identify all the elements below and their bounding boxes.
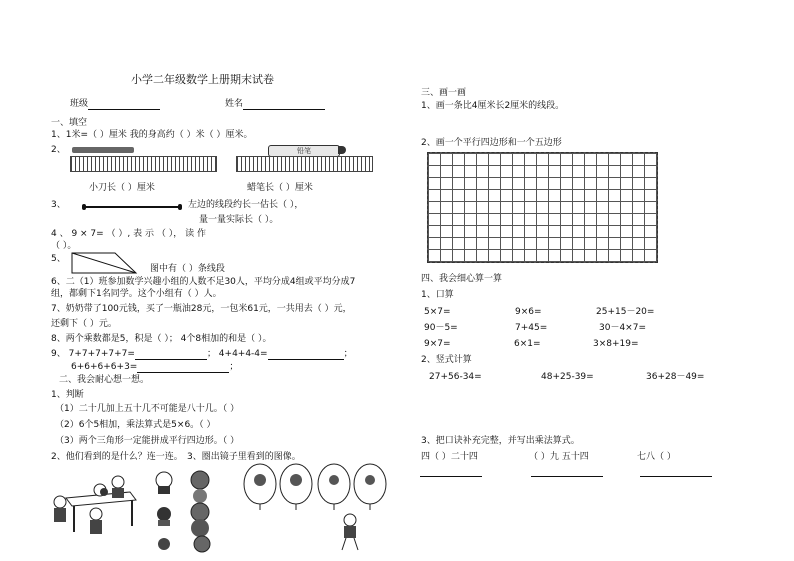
calc-item: 9×6= bbox=[515, 307, 542, 317]
calc-item: 9×7= bbox=[424, 339, 451, 349]
rhyme-heading: 3、把口诀补充完整，并写出乘法算式。 bbox=[421, 436, 580, 446]
class-field[interactable] bbox=[70, 99, 160, 110]
class-label: 班级 bbox=[70, 99, 89, 109]
question-6b: 组，都剩下1名同学。这个小组有（ ）人。 bbox=[51, 289, 222, 299]
calc-item: 25+15－20= bbox=[596, 307, 655, 317]
question-6a: 6、二（1）班参加数学兴趣小组的人数不足30人，平均分成4组或平均分成7 bbox=[51, 277, 356, 287]
problem-2: 2、他们看到的是什么？连一连。 bbox=[51, 452, 183, 462]
vertical-calc-item: 36+28－49= bbox=[646, 372, 705, 382]
calc-item: 5×7= bbox=[424, 307, 451, 317]
vertical-calc-heading: 2、竖式计算 bbox=[421, 355, 472, 365]
question-9-line-1: 9、 7+7+7+7+7= ； 4+4+4-4= ； bbox=[51, 349, 353, 359]
judge-3: （3）两个三角形一定能拼成平行四边形。（ ） bbox=[55, 436, 240, 446]
section-4-heading: 四、我会细心算一算 bbox=[421, 274, 503, 284]
mental-calc-heading: 1、口算 bbox=[421, 290, 454, 300]
calc-item: 3×8+19= bbox=[593, 339, 639, 349]
question-4b: （ ）。 bbox=[51, 241, 77, 251]
rhyme-item: 七八（ ） bbox=[637, 452, 676, 462]
section-1-heading: 一、填空 bbox=[51, 118, 88, 128]
pencil-word: 铅笔 bbox=[268, 145, 340, 157]
question-2b: 蜡笔长（ ）厘米 bbox=[247, 183, 313, 193]
rhyme-item: 四（ ）二十四 bbox=[421, 452, 478, 462]
question-9-line-2: 6+6+6+6+3= ； bbox=[71, 362, 239, 372]
question-3a: 左边的线段约长一估长（ ）， bbox=[188, 200, 304, 210]
judge-1: （1）二十几加上五十几不可能是八十几。（ ） bbox=[55, 404, 240, 414]
mirror-illustration bbox=[240, 462, 390, 554]
question-3b: 量一量实际长（ ）。 bbox=[199, 215, 279, 225]
calc-item: 6×1= bbox=[514, 339, 541, 349]
kids-table-illustration bbox=[48, 470, 138, 540]
question-2-number: 2、 bbox=[51, 145, 66, 155]
draw-2: 2、画一个平行四边形和一个五边形 bbox=[421, 138, 562, 148]
answer-line[interactable] bbox=[640, 476, 712, 477]
page-title: 小学二年级数学上册期末试卷 bbox=[131, 73, 274, 86]
question-7b: 还剩下（ ）元。 bbox=[51, 319, 117, 329]
section-3-heading: 三、画一画 bbox=[421, 88, 467, 98]
triangle-figure bbox=[70, 251, 140, 275]
calc-item: 30－4×7= bbox=[599, 323, 646, 333]
section-2-heading: 二、我会耐心想一想。 bbox=[59, 375, 150, 385]
question-4a: 4 、 9 × 7= （ ）, 表 示 （ ）， 读 作 bbox=[51, 229, 206, 239]
problem-3: 3、圈出镜子里看到的图像。 bbox=[187, 452, 301, 462]
answer-line[interactable] bbox=[420, 476, 482, 477]
line-segment bbox=[83, 206, 181, 208]
draw-1: 1、画一条比4厘米长2厘米的线段。 bbox=[421, 101, 565, 111]
question-8: 8、两个乘数都是5，积是（ ）； 4个8相加的和是（ ）。 bbox=[51, 334, 272, 344]
judge-heading: 1、判断 bbox=[51, 390, 84, 400]
judge-2: （2）6个5相加，乘法算式是5×6。（ ） bbox=[55, 420, 216, 430]
question-1: 1、1米=（ ）厘米 我的身高约（ ）米（ ）厘米。 bbox=[51, 130, 253, 140]
question-7a: 7、奶奶带了100元钱，买了一瓶油28元，一包米61元，一共用去（ ）元， bbox=[51, 304, 352, 314]
vertical-calc-item: 27+56-34= bbox=[429, 372, 482, 382]
question-2a: 小刀长（ ）厘米 bbox=[89, 183, 155, 193]
answer-line[interactable] bbox=[531, 476, 603, 477]
vertical-calc-item: 48+25-39= bbox=[541, 372, 594, 382]
question-5a: 图中有（ ）条线段 bbox=[150, 264, 225, 274]
calc-item: 7+45= bbox=[515, 323, 548, 333]
rhyme-item: （ ）九 五十四 bbox=[529, 452, 589, 462]
question-5-number: 5、 bbox=[51, 254, 66, 264]
question-3-number: 3、 bbox=[51, 200, 66, 210]
drawing-grid[interactable] bbox=[427, 152, 658, 263]
name-field[interactable] bbox=[225, 99, 325, 110]
name-label: 姓名 bbox=[225, 99, 244, 109]
calc-item: 90－5= bbox=[424, 323, 458, 333]
views-illustration bbox=[150, 466, 220, 556]
